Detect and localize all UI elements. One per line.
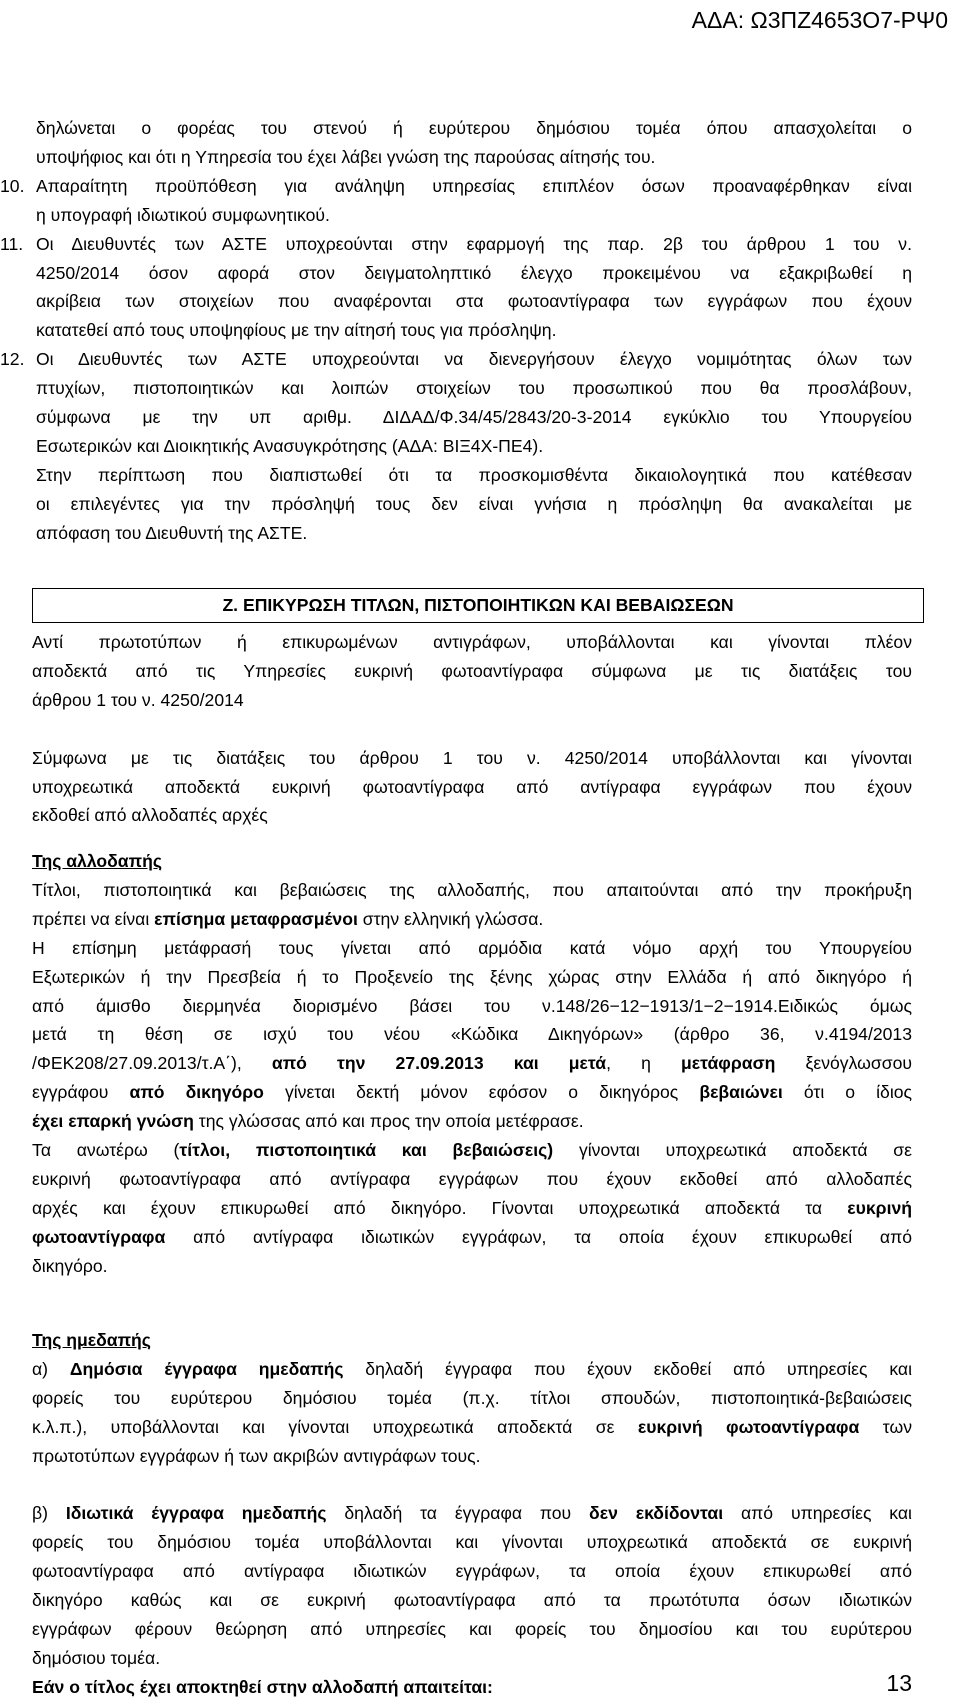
text-line: Τα ανωτέρω (τίτλοι, πιστοποιητικά και βεβαιώσεις) γίνονται υποχρεωτικά αποδεκτά σε	[32, 1140, 912, 1161]
text-line: εκδοθεί από αλλοδαπές αρχές	[32, 805, 268, 826]
text-line: πρωτοτύπων εγγράφων ή των ακριβών αντιγράφων τους.	[32, 1445, 481, 1466]
text-line: εγγράφων φέρουν θεώρηση από υπηρεσίες και φορείς του δημοσίου και του ευρύτερου	[32, 1619, 912, 1640]
text-line: ευκρινή φωτοαντίγραφα από αντίγραφα εγγράφων που έχουν εκδοθεί από αλλοδαπές	[32, 1168, 912, 1189]
text-line: Αντί πρωτοτύπων ή επικυρωμένων αντιγράφων, υποβάλλονται και γίνονται πλέον	[32, 632, 912, 652]
text-line: κατατεθεί από τους υποψηφίους με την αίτησή τους για πρόσληψη.	[36, 320, 557, 341]
item-number: 12.	[0, 349, 25, 370]
text-line: ακρίβεια των στοιχείων που αναφέρονται στα φωτοαντίγραφα των εγγράφων που έχουν	[36, 291, 912, 312]
page-number: 13	[886, 1670, 912, 1696]
text-line: Στην περίπτωση που διαπιστωθεί ότι τα προσκομισθέντα δικαιολογητικά που κατέθεσαν	[36, 464, 912, 485]
section-title-box	[32, 588, 924, 623]
item-number: 11.	[0, 233, 24, 254]
text-line: β) Ιδιωτικά έγγραφα ημεδαπής δηλαδή τα έγγραφα που δεν εκδίδονται από υπηρεσίες και	[32, 1503, 912, 1524]
text-line: πτυχίων, πιστοποιητικών και λοιπών στοιχείων του προσωπικού που θα προσλάβουν,	[36, 378, 912, 399]
text-line: πρέπει να είναι επίσημα μεταφρασμένοι στην ελληνική γλώσσα.	[32, 908, 544, 929]
ada-code: ΑΔΑ: Ω3ΠΖ4653Ο7-ΡΨ0	[691, 7, 948, 33]
text-line: Οι Διευθυντές των ΑΣΤΕ υποχρεούνται στην εφαρμογή της παρ. 2β του άρθρου 1 του ν.	[36, 233, 912, 254]
text-line: Απαραίτητη προϋπόθεση για ανάληψη υπηρεσίας επιπλέον όσων προαναφέρθηκαν είναι	[36, 175, 912, 196]
text-line: Εξωτερικών ή την Πρεσβεία ή το Προξενείο της ξένης χώρας στην Ελλάδα ή από δικηγόρο ή	[32, 966, 912, 987]
item-number: 10.	[0, 175, 25, 196]
section-title: Ζ. ΕΠΙΚΥΡΩΣΗ ΤΙΤΛΩΝ, ΠΙΣΤΟΠΟΙΗΤΙΚΩΝ ΚΑΙ ΒΕΒΑΙΩΣΕΩΝ	[222, 595, 734, 615]
text-line: άρθρου 1 του ν. 4250/2014	[32, 689, 244, 710]
text-line: Σύμφωνα με τις διατάξεις του άρθρου 1 του ν. 4250/2014 υποβάλλονται και γίνονται	[32, 747, 912, 768]
text-line: 4250/2014 όσον αφορά στον δειγματοληπτικό έλεγχο προκειμένου να εξακριβωθεί η	[36, 262, 912, 283]
text-line: δικηγόρο.	[32, 1255, 108, 1276]
text-line: από άμισθο διερμηνέα διορισμένο βάσει του ν.148/26−12−1913/1−2−1914.Ειδικώς όμως	[32, 995, 912, 1016]
text-line: Εάν ο τίτλος έχει αποκτηθεί στην αλλοδαπή απαιτείται:	[32, 1676, 493, 1697]
domestic-section	[32, 1326, 912, 1702]
text-line: Τίτλοι, πιστοποιητικά και βεβαιώσεις της αλλοδαπής, που απαιτούνται από την προκήρυξη	[32, 879, 912, 900]
item-11	[0, 230, 912, 346]
text-line: Οι Διευθυντές των ΑΣΤΕ υποχρεούνται να διενεργήσουν έλεγχο νομιμότητας όλων των	[36, 349, 912, 370]
text-line: μετά τη θέση σε ισχύ του νέου «Κώδικα Δικηγόρων» (άρθρο 36, ν.4194/2013	[32, 1024, 912, 1045]
item-10	[0, 172, 912, 230]
text-line: έχει επαρκή γνώση της γλώσσας από και προς την οποία μετέφρασε.	[32, 1111, 584, 1132]
text-line: δηλώνεται ο φορέας του στενού ή ευρύτερου δημόσιου τομέα όπου απασχολείται ο	[36, 118, 912, 138]
text-line: φορείς του ευρύτερου δημόσιου τομέα (π.χ. τίτλοι σπουδών, πιστοποιητικά-βεβαιώσεις	[32, 1387, 912, 1408]
text-line: οι επιλεγέντες για την πρόσληψή τους δεν είναι γνήσια η πρόσληψη θα ανακαλείται με	[36, 493, 912, 514]
text-line: δημόσιου τομέα.	[32, 1647, 161, 1668]
text-line: φωτοαντίγραφα από αντίγραφα ιδιωτικών εγγράφων, τα οποία έχουν επικυρωθεί από	[32, 1561, 912, 1582]
section-intro	[32, 628, 912, 830]
items-block-top	[0, 114, 912, 548]
text-line: δικηγόρο καθώς και σε ευκρινή φωτοαντίγραφα από τα πρωτότυπα όσων ιδιωτικών	[32, 1590, 912, 1611]
text-line: αρχές και έχουν επικυρωθεί από δικηγόρο. Γίνονται υποχρεωτικά αποδεκτά τα ευκρινή	[32, 1197, 912, 1218]
item-12	[0, 345, 912, 547]
text-line: α) Δημόσια έγγραφα ημεδαπής δηλαδή έγγραφα που έχουν εκδοθεί από υπηρεσίες και	[32, 1358, 912, 1379]
text-line: υποχρεωτικά αποδεκτά ευκρινή φωτοαντίγραφα από αντίγραφα εγγράφων που έχουν	[32, 776, 912, 797]
text-line: κ.λ.π.), υποβάλλονται και γίνονται υποχρεωτικά αποδεκτά σε ευκρινή φωτοαντίγραφα των	[32, 1416, 913, 1437]
domestic-heading: Της ημεδαπής	[32, 1330, 151, 1350]
text-line: αποδεκτά από τις Υπηρεσίες ευκρινή φωτοαντίγραφα σύμφωνα με τις διατάξεις του	[32, 660, 912, 681]
foreign-section	[32, 847, 912, 1281]
text-line: Εσωτερικών και Διοικητικής Ανασυγκρότησης (ΑΔΑ: ΒΙΞ4Χ-ΠΕ4).	[36, 435, 544, 456]
text-line: σύμφωνα με την υπ αριθμ. ΔΙΔΑΔ/Φ.34/45/2843/20-3-2014 εγκύκλιο του Υπουργείου	[36, 407, 912, 428]
text-line: εγγράφου από δικηγόρο γίνεται δεκτή μόνον εφόσον ο δικηγόρος βεβαιώνει ότι ο ίδιος	[32, 1082, 913, 1103]
text-line: φορείς του δημόσιου τομέα υποβάλλονται και γίνονται υποχρεωτικά αποδεκτά σε ευκρινή	[32, 1532, 912, 1553]
text-line: η υπογραφή ιδιωτικού συμφωνητικού.	[36, 204, 330, 225]
text-line: φωτοαντίγραφα από αντίγραφα ιδιωτικών εγγράφων, τα οποία έχουν επικυρωθεί από	[32, 1226, 912, 1247]
text-line: απόφαση του Διευθυντή της ΑΣΤΕ.	[36, 522, 308, 543]
text-line: /ΦΕΚ208/27.09.2013/τ.Α΄), από την 27.09.2013 και μετά, η μετάφραση ξενόγλωσσου	[32, 1053, 912, 1074]
text-line: υποψήφιος και ότι η Υπηρεσία του έχει λάβει γνώση της παρούσας αίτησής του.	[36, 146, 656, 167]
foreign-heading: Της αλλοδαπής	[32, 851, 162, 871]
text-line: Η επίσημη μετάφρασή τους γίνεται από αρμόδια κατά νόμο αρχή του Υπουργείου	[32, 937, 912, 958]
